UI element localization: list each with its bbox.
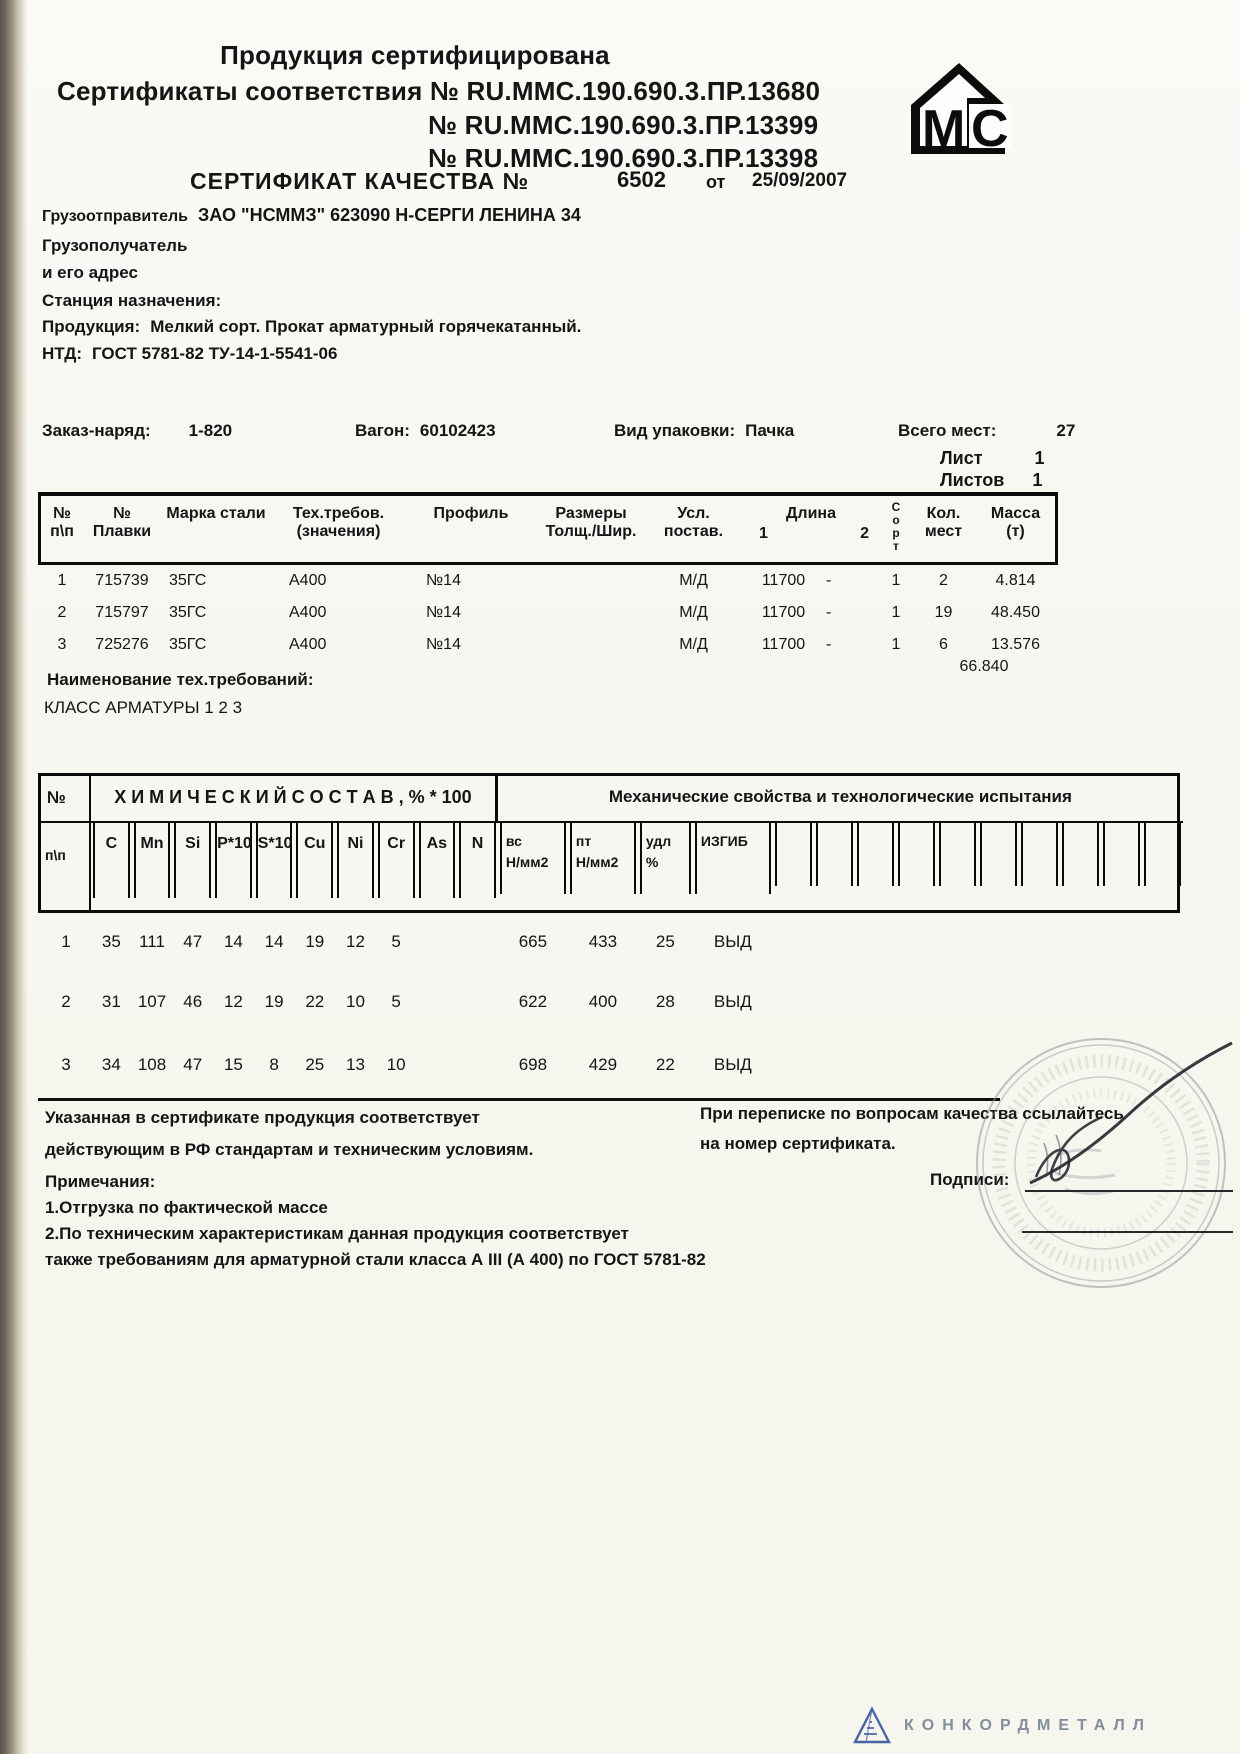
destination-station-label: Станция назначения: xyxy=(42,291,222,310)
konkordmetall-brand xyxy=(852,1706,1152,1746)
mechanical-properties-title: Механические свойства и технологические испытания xyxy=(498,776,1183,823)
product-label: Продукция: xyxy=(42,317,141,336)
certificate-date-preposition: от xyxy=(706,172,726,192)
chem-row-2: 2 31 107 46 12 19 22 10 5 622 400 28 ВЫД xyxy=(61,992,752,1011)
conformity-cert-line-1: Сертификаты соответствия № RU.ММС.190.690.3.ПР.13680 xyxy=(57,76,821,106)
empty-col xyxy=(775,823,812,886)
wagon-label: Вагон: xyxy=(355,421,410,440)
chem-no-header: № xyxy=(41,776,91,823)
footer-statement-line-1: Указанная в сертификате продукция соответствует xyxy=(45,1108,480,1127)
signatures-label: Подписи: xyxy=(930,1170,1010,1189)
empty-col xyxy=(1062,823,1099,886)
element-col-cu: Cu xyxy=(296,823,333,898)
element-col-si: Si xyxy=(174,823,211,898)
element-col-c: C xyxy=(93,823,130,898)
signature-icon xyxy=(1000,1015,1240,1215)
conformity-cert-line-3: № RU.ММС.190.690.3.ПР.13398 xyxy=(428,143,819,173)
scan-edge-artifact xyxy=(0,0,28,1754)
consignee-label: Грузополучатель xyxy=(42,236,188,255)
sheet-label: Лист xyxy=(940,448,983,468)
element-col-s10: S*10 xyxy=(256,823,293,898)
col-mass: Масса (т) xyxy=(990,505,1041,541)
brand-name: КОНКОРДМЕТАЛЛ xyxy=(904,1717,1153,1734)
footer-statement-line-2: действующим в РФ стандартам и техническим условиям. xyxy=(45,1140,534,1159)
empty-col xyxy=(1144,823,1181,886)
correspondence-line-1: При переписке по вопросам качества ссылайтесь xyxy=(700,1104,1124,1123)
consignee-address-label: и его адрес xyxy=(42,263,138,282)
element-col-mn: Mn xyxy=(134,823,171,898)
empty-col xyxy=(1021,823,1058,886)
col-length: Длина 1 2 xyxy=(759,505,869,542)
certificate-date: 25/09/2007 xyxy=(752,170,848,191)
chem-pp-header: п\п xyxy=(41,823,91,910)
element-col-as: As xyxy=(419,823,456,898)
ntd-label: НТД: xyxy=(42,344,83,363)
note-2: 2.По техническим характеристикам данная продукция соответствует xyxy=(45,1224,629,1243)
chemical-table-columns-row xyxy=(41,823,1177,910)
note-1: 1.Отгрузка по фактической массе xyxy=(45,1198,328,1217)
element-col-ni: Ni xyxy=(337,823,374,898)
total-places-value: 27 xyxy=(1056,421,1076,440)
col-places: Кол. мест xyxy=(924,505,963,541)
certified-products-line: Продукция сертифицирована xyxy=(220,40,610,70)
col-size: Размеры Толщ./Шир. xyxy=(545,505,637,541)
element-col-cr: Cr xyxy=(378,823,415,898)
certificate-title: СЕРТИФИКАТ КАЧЕСТВА № xyxy=(190,168,530,194)
chemical-composition-title: Х И М И Ч Е С К И Й С О С Т А В , % * 100 xyxy=(91,776,498,823)
wagon-value: 60102423 xyxy=(419,421,496,440)
certificate-number: 6502 xyxy=(617,167,666,192)
packing-label: Вид упаковки: xyxy=(614,421,736,440)
correspondence-line-2: на номер сертификата. xyxy=(700,1134,896,1153)
products-table-header xyxy=(38,492,1058,565)
empty-col xyxy=(898,823,935,886)
mc-certification-logo xyxy=(905,58,1017,165)
empty-col xyxy=(1103,823,1140,886)
col-row-number: № п\п xyxy=(50,505,74,541)
tech-requirements-value: КЛАСС АРМАТУРЫ 1 2 3 xyxy=(44,698,243,717)
sheet-value: 1 xyxy=(1034,448,1045,468)
chem-row-3: 3 34 108 47 15 8 25 13 10 698 429 22 ВЫД xyxy=(61,1055,752,1074)
empty-col xyxy=(939,823,976,886)
footer-divider-line xyxy=(38,1098,1000,1101)
chemical-table xyxy=(38,773,1180,913)
element-col-n: N xyxy=(459,823,496,898)
konkordmetall-triangle-icon xyxy=(852,1706,892,1746)
tech-requirements-label: Наименование тех.требований: xyxy=(47,670,314,689)
note-3: также требованиям для арматурной стали класса А III (А 400) по ГОСТ 5781-82 xyxy=(45,1250,706,1269)
mech-col-pt: пт Н/мм2 xyxy=(570,823,636,894)
mech-col-bend: ИЗГИБ xyxy=(695,823,771,894)
chemical-table-title-row xyxy=(41,776,1177,823)
empty-col xyxy=(980,823,1017,886)
total-mass-value: 66.840 xyxy=(959,658,1009,675)
ntd-value: ГОСТ 5781-82 ТУ-14-1-5541-06 xyxy=(92,344,338,363)
mech-col-elongation: удл % xyxy=(640,823,691,894)
table-row: 1 715739 35ГС А400 №14 М/Д 11700 - 1 2 4.814 xyxy=(57,572,1036,589)
mech-col-vs: вс Н/мм2 xyxy=(500,823,566,894)
total-places-label: Всего мест: xyxy=(898,421,997,440)
products-table-body xyxy=(41,572,1055,668)
logo-letter-m: М xyxy=(922,100,966,158)
empty-col xyxy=(857,823,894,886)
sheets-label: Листов xyxy=(940,470,1005,490)
logo-letter-c: С xyxy=(971,100,1009,158)
col-delivery-cond: Усл. постав. xyxy=(663,505,724,541)
sheets-value: 1 xyxy=(1032,470,1043,490)
col-profile: Профиль xyxy=(433,505,509,522)
table-row: 2 715797 35ГС А400 №14 М/Д 11700 - 1 19 48.450 xyxy=(57,604,1040,621)
table-row: 3 725276 35ГС А400 №14 М/Д 11700 - 1 6 13.576 xyxy=(57,636,1040,653)
order-label: Заказ-наряд: xyxy=(42,421,151,440)
signature-line-2 xyxy=(1022,1231,1233,1233)
empty-col xyxy=(816,823,853,886)
conformity-cert-line-2: № RU.ММС.190.690.3.ПР.13399 xyxy=(428,110,819,140)
product-value: Мелкий сорт. Прокат арматурный горячекатанный. xyxy=(150,317,582,336)
chem-row-1: 1 35 111 47 14 14 19 12 5 665 433 25 ВЫД xyxy=(61,932,752,951)
shipper-value: ЗАО "НСММЗ" 623090 Н-СЕРГИ ЛЕНИНА 34 xyxy=(198,205,581,225)
col-tech-req: Тех.требов. (значения) xyxy=(292,505,385,541)
col-melt-number: № Плавки xyxy=(92,505,152,541)
order-value: 1-820 xyxy=(188,421,233,440)
packing-value: Пачка xyxy=(745,421,795,440)
signature-line-1 xyxy=(1025,1190,1233,1192)
element-col-p10: P*10 xyxy=(215,823,252,898)
shipper-label: Грузоотправитель xyxy=(42,208,188,225)
notes-label: Примечания: xyxy=(45,1172,156,1191)
col-sort: Сорт xyxy=(889,500,903,552)
mc-logo-icon xyxy=(905,58,1017,160)
col-steel-grade: Марка стали xyxy=(166,505,266,522)
